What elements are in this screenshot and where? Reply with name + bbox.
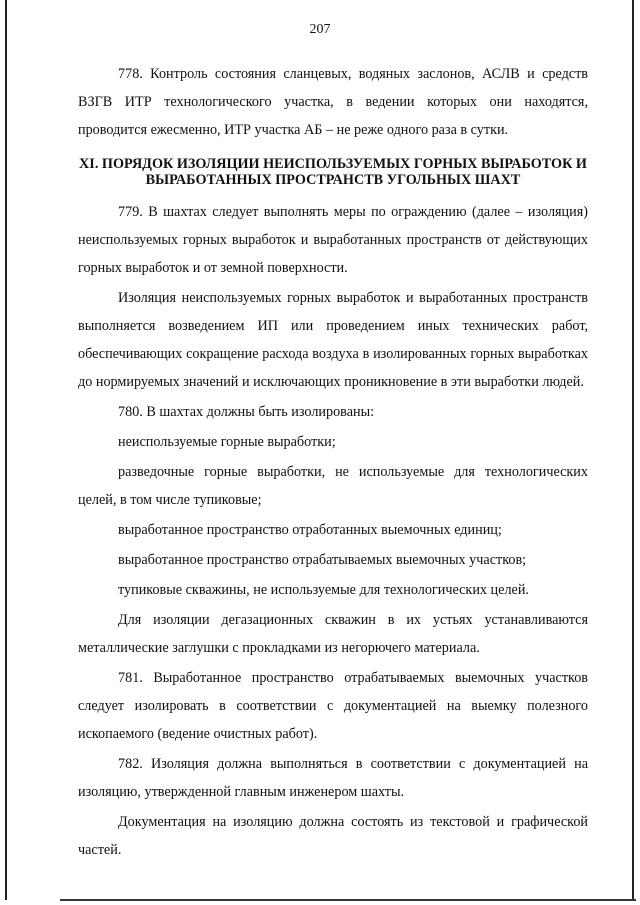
paragraph-779-isolation: Изоляция неиспользуемых горных выработок и выработанных пространств выполняется возведением ИП или проведением иных технических работ, обеспечивающих сокращение расхода воздуха в изолированных горных выработках до нормируемых значений и исключающих проникновение в эти выработки людей. [78,290,588,390]
document-body [78,60,588,864]
paragraph-779: 779. В шахтах следует выполнять меры по ограждению (далее – изоляция) неиспользуемых горных выработок и выработанных пространств от действующих горных выработок и от земной поверхности. [78,204,588,276]
page-edge-right [632,0,634,900]
paragraph-degassing-plugs: Для изоляции дегазационных скважин в их устьях устанавливаются металлические заглушки с прокладками из негорючего материала. [78,612,588,656]
page-edge-left [5,0,7,900]
list-item-worked-out-sections: выработанное пространство отрабатываемых выемочных участков; [118,552,527,568]
list-item-worked-out-units: выработанное пространство отработанных выемочных единиц; [118,522,502,538]
page-edge-bottom [60,899,636,901]
paragraph-778: 778. Контроль состояния сланцевых, водяных заслонов, АСЛВ и средств ВЗГВ ИТР технологического участка, в ведении которых они находятся, проводится ежесменно, ИТР участка АБ – не реже одного раза в сутки. [78,66,588,138]
list-item-exploration-workings: разведочные горные выработки, не используемые для технологических целей, в том числе тупиковые; [78,464,588,508]
page-number: 207 [309,22,331,37]
section-heading: XI. ПОРЯДОК ИЗОЛЯЦИИ НЕИСПОЛЬЗУЕМЫХ ГОРНЫХ ВЫРАБОТОК И ВЫРАБОТАННЫХ ПРОСТРАНСТВ УГОЛЬНЫХ ШАХТ [79,156,587,188]
paragraph-782-documentation: Документация на изоляцию должна состоять из текстовой и графической частей. [78,814,588,858]
list-item-unused-workings: неиспользуемые горные выработки; [118,434,336,450]
paragraph-781: 781. Выработанное пространство отрабатываемых выемочных участков следует изолировать в соответствии с документацией на выемку полезного ископаемого (ведение очистных работ). [78,670,588,742]
list-item-dead-end-boreholes: тупиковые скважины, не используемые для технологических целей. [118,582,529,598]
paragraph-782: 782. Изоляция должна выполняться в соответствии с документацией на изоляцию, утвержденной главным инженером шахты. [78,756,588,800]
paragraph-780: 780. В шахтах должны быть изолированы: [118,404,375,420]
